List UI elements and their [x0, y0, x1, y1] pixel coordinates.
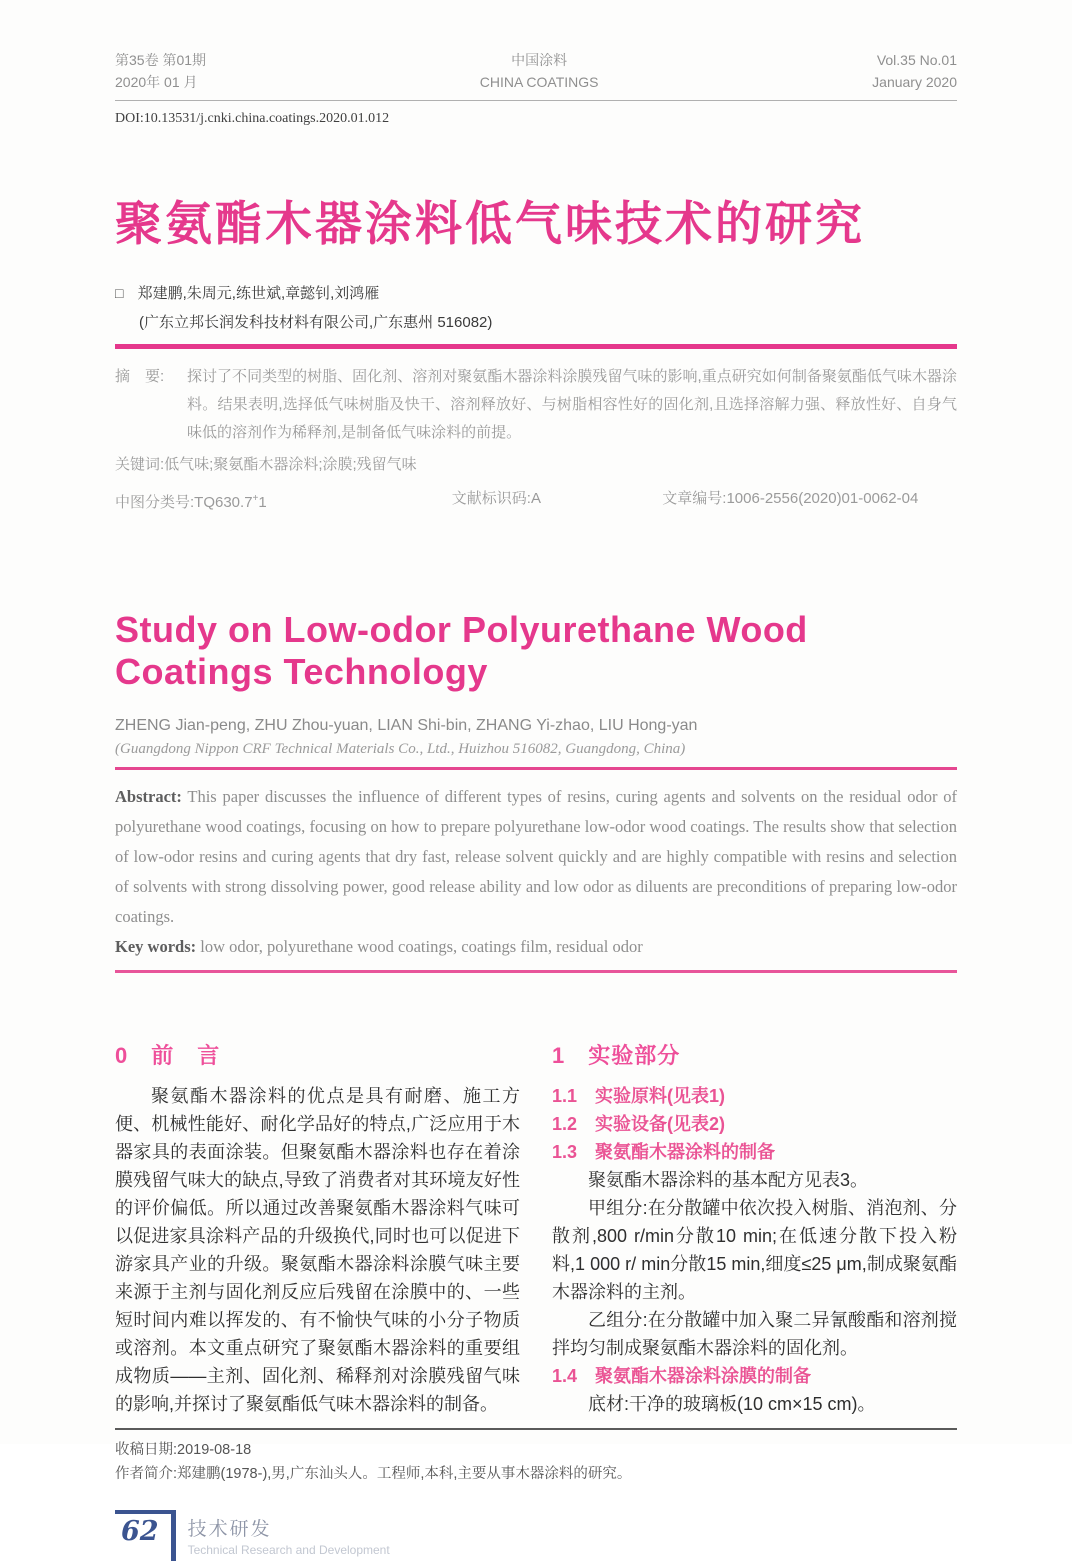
authors-en: ZHENG Jian-peng, ZHU Zhou-yuan, LIAN Shi-bin, ZHANG Yi-zhao, LIU Hong-yan — [115, 717, 698, 735]
footer-section-labels — [188, 1510, 390, 1557]
abstract-text-cn: 探讨了不同类型的树脂、固化剂、溶剂对聚氨酯木器涂料涂膜残留气味的影响,重点研究如何制备聚氨酯低气味木器涂料。结果表明,选择低气味树脂及快干、溶剂释放好、与树脂相容性好的固化剂,且选择溶解力强、释放性好、自身气味低的溶剂作为稀释剂,是制备低气味涂料的前提。 — [187, 368, 957, 442]
classification-row — [115, 485, 957, 517]
abstract-label-cn: 摘 要: — [115, 368, 165, 386]
journal-issue-en — [872, 50, 957, 93]
pink-divider-english-top — [115, 767, 957, 770]
abstract-label-en: Abstract: — [115, 787, 182, 807]
journal-date-cn: 2020年 01 月 — [115, 73, 198, 90]
received-date-row — [115, 1438, 957, 1462]
abstract-en-block — [115, 782, 957, 932]
pink-divider-top — [115, 344, 957, 349]
subsection-1-2: 1.2 实验设备(见表2) — [552, 1114, 726, 1135]
intro-paragraph: 聚氨酯木器涂料的优点是具有耐磨、施工方便、机械性能好、耐化学品好的特点,广泛应用于木器家具的表面涂装。但聚氨酯木器涂料也存在着涂膜残留气味大的缺点,导致了消费者对其环境友好性的评价偏低。所以通过改善聚氨酯木器涂料气味可以促进家具涂料产品的升级换代,同时也可以促进下游家具产业的升级。聚氨酯木器涂料涂膜气味主要来源于主剂与固化剂反应后残留在涂膜中的、一些短时间内难以挥发的、有不愉快气味的小分子物质或溶剂。本文重点研究了聚氨酯木器涂料的重要组成物质——主剂、固化剂、稀释剂对涂膜残留气味的影响,并探讨了聚氨酯低气味木器涂料的制备。 — [115, 1086, 520, 1415]
author-marker-square: □ — [115, 285, 124, 302]
affiliation-en: (Guangdong Nippon CRF Technical Materials Co., Ltd., Huizhou 516082, Guangdong, China) — [115, 741, 686, 758]
subsection-1-4: 1.4 聚氨酯木器涂料涂膜的制备 — [552, 1366, 812, 1387]
received-date-label: 收稿日期: — [115, 1442, 178, 1459]
abstract-text-en: This paper discusses the influence of different types of resins, curing agents and solvents on the residual odor of polyurethane wood coatings, focusing on how to prepare polyurethane low-odor wood coatings. The results show that selection of low-odor resins and curing agents that dry fast, release solvent quickly and are highly compatible with resins and selection of solvents with strong dissolving power, good release ability and low odor as diluents are preconditions of preparing low-odor coatings. — [115, 787, 957, 927]
footnote-block — [115, 1438, 957, 1486]
footnote-divider — [115, 1428, 957, 1430]
author-bio-label: 作者简介: — [115, 1466, 178, 1483]
doc-code-label: 文献标识码: — [451, 490, 531, 508]
body-columns — [115, 1039, 957, 1418]
keywords-cn-row — [115, 451, 957, 479]
footer-section-en: Technical Research and Development — [187, 1543, 390, 1558]
clc-label: 中图分类号: — [115, 494, 195, 512]
journal-name-cn: 中国涂料 — [511, 52, 568, 68]
clc-superscript: + — [252, 493, 259, 505]
article-id-value: 1006-2556(2020)01-0062-04 — [726, 490, 919, 508]
formula-paragraph: 聚氨酯木器涂料的基本配方见表3。 — [588, 1170, 869, 1191]
right-column — [552, 1039, 957, 1418]
journal-header — [115, 50, 957, 93]
clc-tail: 1 — [258, 494, 267, 512]
article-title-cn: 聚氨酯木器涂料低气味技术的研究 — [115, 197, 865, 251]
footer-section-cn: 技术研发 — [187, 1519, 272, 1541]
author-bio-row — [115, 1462, 957, 1486]
authors-cn-row — [115, 282, 957, 303]
article-title-en: Study on Low-odor Polyurethane Wood Coatings Technology — [115, 609, 808, 693]
clc-item — [115, 485, 452, 517]
keywords-label-cn: 关键词: — [115, 456, 165, 474]
doc-code-item — [452, 485, 663, 517]
clc-value: TQ630.7 — [194, 494, 253, 512]
page-number: 62 — [115, 1510, 176, 1561]
abstract-cn-block — [115, 363, 957, 447]
received-date-value: 2019-08-18 — [177, 1442, 252, 1459]
component-a-paragraph: 甲组分:在分散罐中依次投入树脂、消泡剂、分散剂,800 r/min分散10 min;在低速分散下投入粉料,1 000 r/ min分散15 min,细度≤25 μm,制成聚氨酯木器涂料的主剂。 — [552, 1198, 957, 1303]
keywords-label-en: Key words: — [115, 937, 197, 957]
authors-cn: 郑建鹏,朱周元,练世斌,章懿钊,刘鸿雁 — [137, 285, 380, 303]
journal-name-block — [206, 50, 872, 93]
keywords-en: low odor, polyurethane wood coatings, coatings film, residual odor — [196, 937, 643, 957]
article-id-label: 文章编号: — [662, 490, 727, 508]
section-heading-intro: 0 前 言 — [115, 1043, 221, 1069]
subsection-1-3: 1.3 聚氨酯木器涂料的制备 — [552, 1142, 776, 1163]
page-footer — [115, 1510, 957, 1561]
journal-volume-en: Vol.35 No.01 — [876, 52, 957, 68]
keywords-en-row — [115, 932, 957, 962]
keywords-cn: 低气味;聚氨酯木器涂料;涂膜;残留气味 — [164, 456, 417, 474]
affiliation-cn: (广东立邦长润发科技材料有限公司,广东惠州 516082) — [139, 314, 493, 332]
doi-text: DOI:10.13531/j.cnki.china.coatings.2020.01.012 — [115, 111, 390, 127]
author-bio-value: 郑建鹏(1978-),男,广东汕头人。工程师,本科,主要从事木器涂料的研究。 — [177, 1466, 632, 1483]
component-b-paragraph: 乙组分:在分散罐中加入聚二异氰酸酯和溶剂搅拌均匀制成聚氨酯木器涂料的固化剂。 — [552, 1310, 957, 1359]
header-divider — [115, 100, 957, 101]
pink-divider-english-bottom — [115, 970, 957, 973]
journal-volume-cn: 第35卷 第01期 — [115, 52, 207, 68]
journal-name-en: CHINA COATINGS — [479, 73, 599, 90]
article-id-item — [662, 485, 957, 517]
section-heading-experiment: 1 实验部分 — [552, 1043, 681, 1069]
journal-date-en: January 2020 — [872, 73, 957, 90]
left-column — [115, 1039, 520, 1418]
journal-issue-cn — [115, 50, 206, 93]
subsection-1-1: 1.1 实验原料(见表1) — [552, 1086, 726, 1107]
substrate-paragraph: 底材:干净的玻璃板(10 cm×15 cm)。 — [588, 1394, 876, 1415]
doc-code-value: A — [530, 490, 541, 508]
